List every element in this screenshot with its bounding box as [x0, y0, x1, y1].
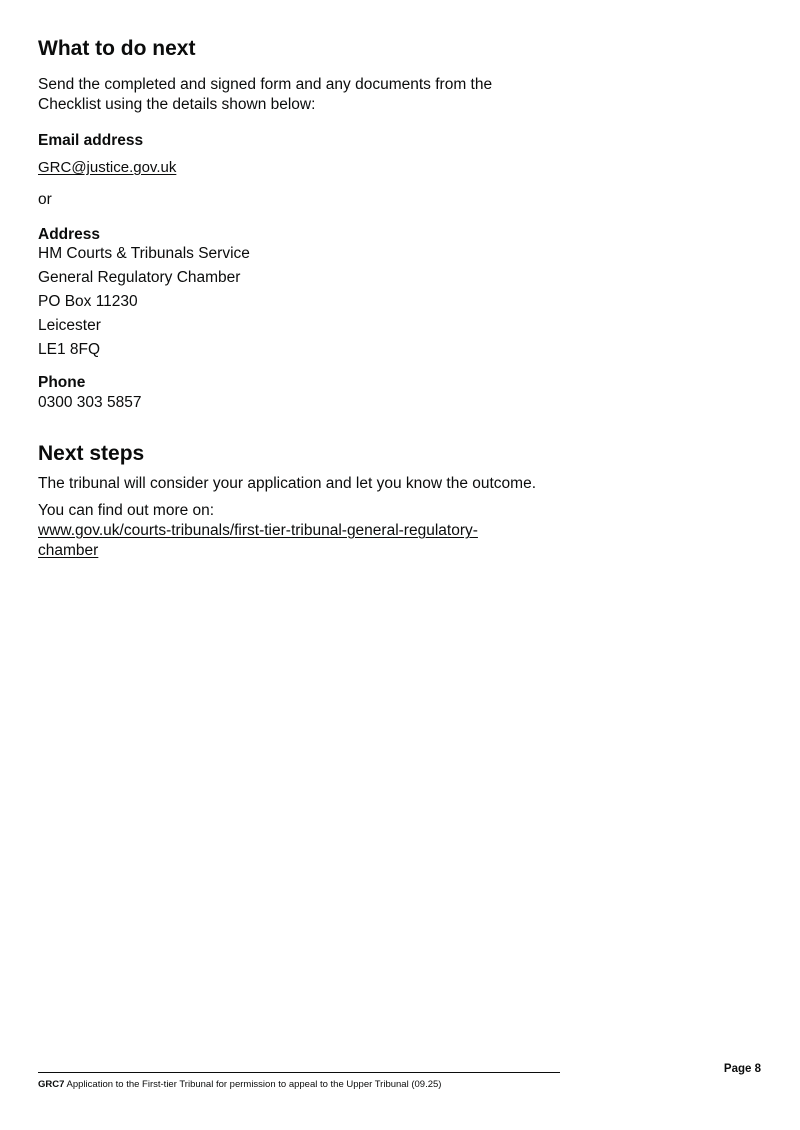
address-line: LE1 8FQ	[38, 341, 101, 358]
outcome-text: The tribunal will consider your application and let you know the outcome.	[38, 475, 536, 492]
footer-divider	[38, 1072, 560, 1073]
page-number: Page 8	[723, 1063, 761, 1075]
phone-label: Phone	[38, 374, 86, 391]
form-code: GRC7	[38, 1079, 65, 1090]
find-out-more-text: You can find out more on:	[38, 502, 215, 519]
address-line: PO Box 11230	[38, 293, 138, 310]
next-steps-heading: Next steps	[38, 442, 145, 465]
address-block	[38, 244, 250, 364]
email-link[interactable]: GRC@justice.gov.uk	[38, 159, 177, 176]
tribunal-website-link[interactable]: www.gov.uk/courts-tribunals/first-tier-tribunal-general-regulatory-chamber	[38, 522, 478, 559]
address-label: Address	[38, 226, 101, 243]
footer-form-title	[38, 1078, 441, 1092]
phone-number: 0300 303 5857	[38, 394, 142, 411]
address-line: General Regulatory Chamber	[38, 269, 241, 286]
what-to-do-next-heading: What to do next	[38, 37, 196, 60]
form-title: Application to the First-tier Tribunal for permission to appeal to the Upper Tribunal (09.25)	[66, 1079, 442, 1090]
address-line: HM Courts & Tribunals Service	[38, 245, 250, 262]
intro-text: Send the completed and signed form and any documents from the Checklist using the details shown below:	[38, 76, 493, 113]
address-line: Leicester	[38, 317, 101, 334]
or-text: or	[38, 191, 52, 208]
email-address-label: Email address	[38, 132, 144, 149]
